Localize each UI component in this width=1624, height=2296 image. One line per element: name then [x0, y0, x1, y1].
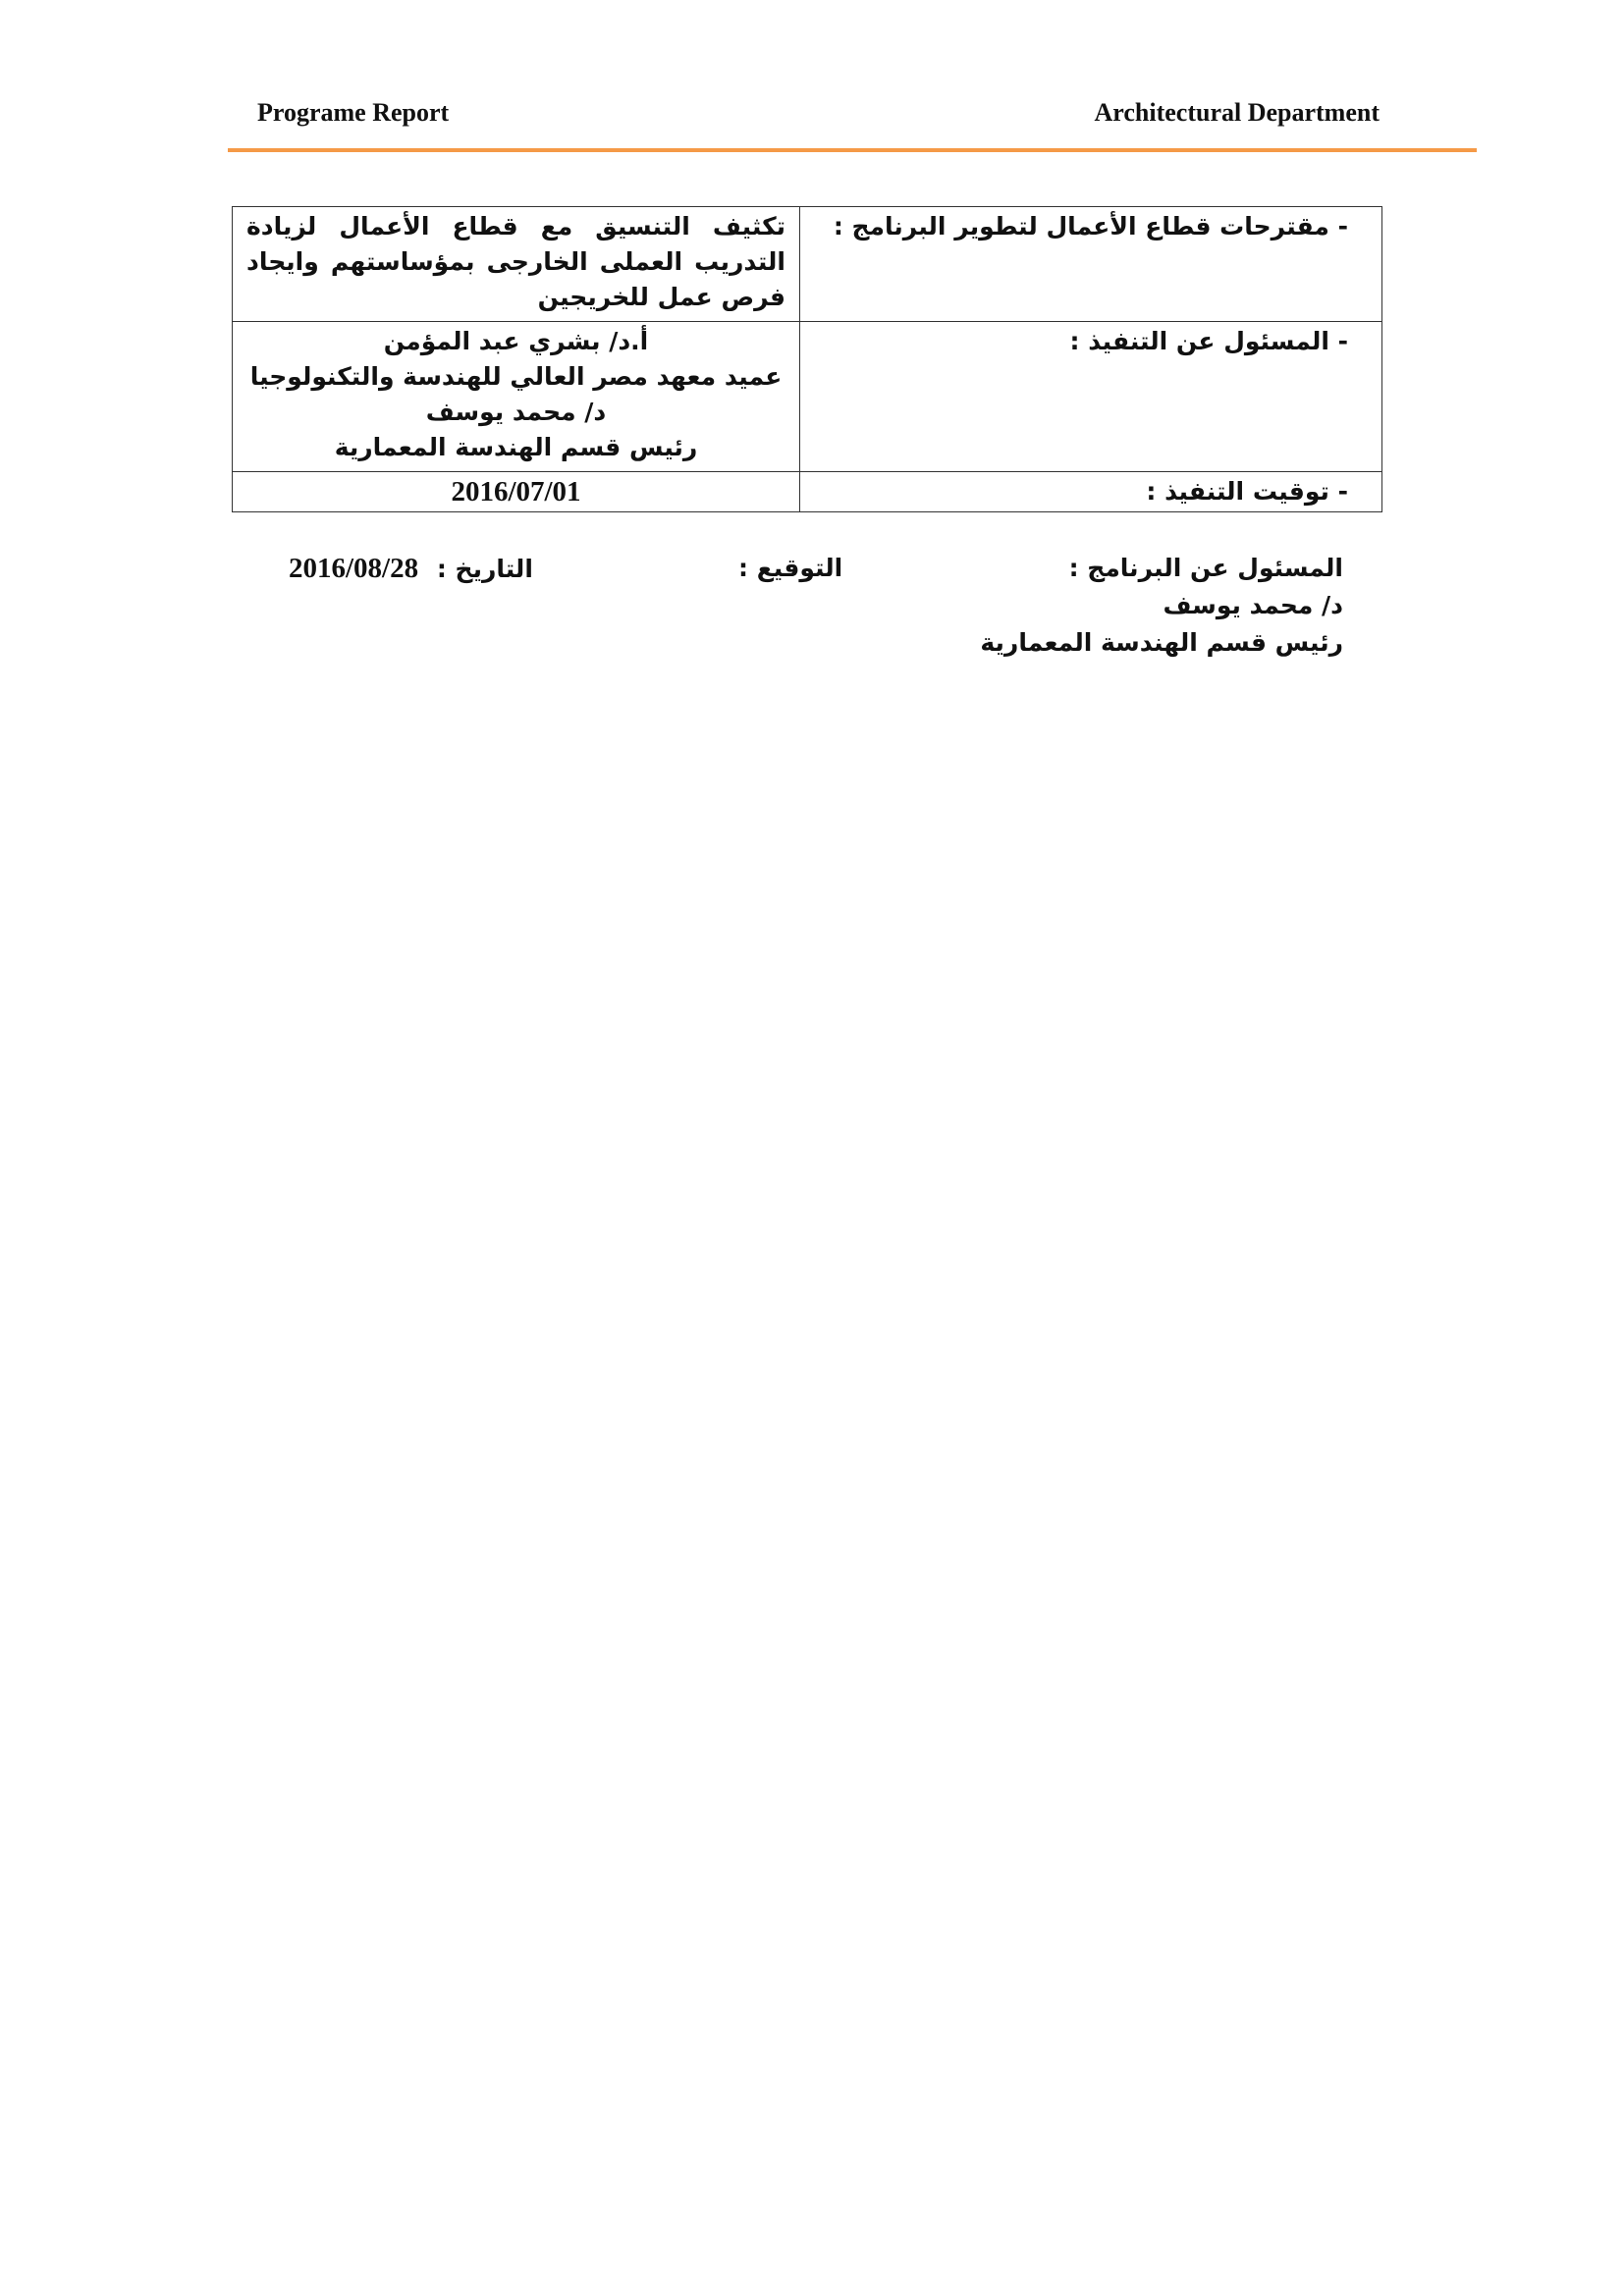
business-proposals-label: - مقترحات قطاع الأعمال لتطوير البرنامج :	[800, 207, 1382, 322]
program-responsible-name: د/ محمد يوسف	[1163, 591, 1343, 619]
table-row	[233, 472, 1382, 512]
program-responsible-title: رئيس قسم الهندسة المعمارية	[980, 628, 1343, 657]
date-block	[289, 550, 533, 588]
date-label: التاريخ :	[436, 555, 533, 583]
table-row	[233, 322, 1382, 472]
page-header	[228, 98, 1380, 132]
date-value: 2016/08/28	[289, 553, 419, 584]
business-proposals-value: تكثيف التنسيق مع قطاع الأعمال لزيادة التدريب العملى الخارجى بمؤساستهم وايجاد فرص عمل للخريجين	[233, 207, 800, 322]
responsible-line: د/ محمد يوسف	[425, 398, 607, 426]
program-responsible-block	[980, 550, 1343, 662]
table-row	[233, 207, 1382, 322]
header-divider	[228, 148, 1477, 152]
signature-block	[738, 550, 842, 587]
header-report-title: Programe Report	[257, 98, 450, 127]
responsible-line: أ.د/ بشري عبد المؤمن	[383, 327, 649, 355]
implementation-responsible-value	[233, 322, 800, 472]
implementation-timing-value: 2016/07/01	[233, 472, 800, 512]
header-department: Architectural Department	[1094, 98, 1380, 127]
signature-label: التوقيع :	[738, 554, 843, 582]
implementation-responsible-label: - المسئول عن التنفيذ :	[800, 322, 1382, 472]
responsible-line: رئيس قسم الهندسة المعمارية	[334, 433, 698, 461]
program-info-table	[232, 206, 1382, 512]
program-responsible-label: المسئول عن البرنامج :	[1068, 554, 1343, 582]
responsible-line: عميد معهد مصر العالي للهندسة والتكنولوجيا	[249, 362, 783, 391]
implementation-timing-label: - توقيت التنفيذ :	[800, 472, 1382, 512]
